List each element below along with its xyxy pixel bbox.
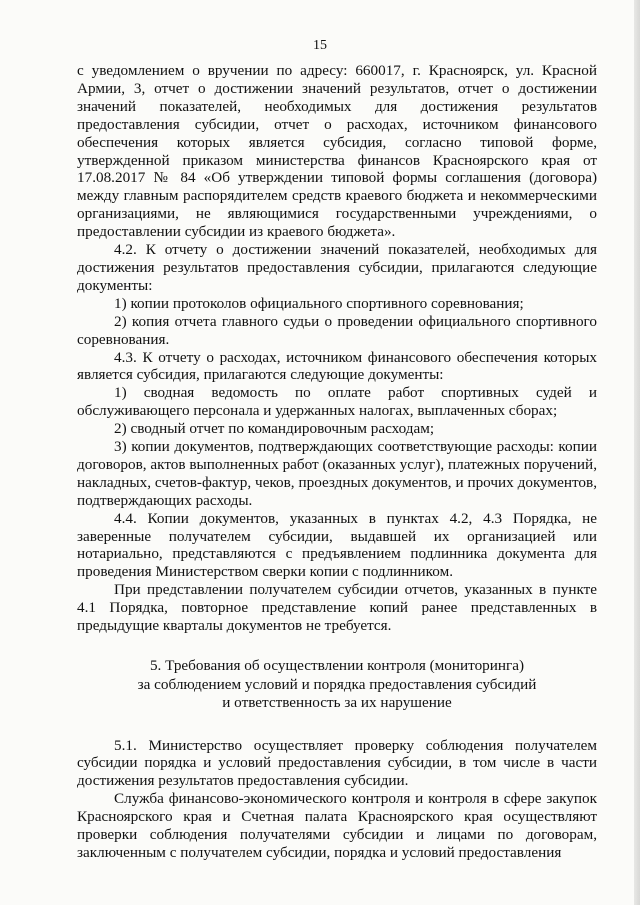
paragraph-4-2: 4.2. К отчету о достижении значений показателей, необходимых для достижения результатов предоставления субсидии, прилагаются следующие документы: (77, 241, 597, 294)
paragraph-4-4: 4.4. Копии документов, указанных в пунктах 4.2, 4.3 Порядка, не заверенные получателем субсидии, выдавшей их организацией или нотариально, представляются с предъявлением подлинника документа для проведения Министерством сверки копии с подлинником. (77, 509, 597, 581)
section-5-title-line-2: за соблюдением условий и порядка предоставления субсидий (137, 675, 537, 693)
paragraph-control-service: Служба финансово-экономического контроля и контроля в сфере закупок Красноярского края и Счетная палата Красноярского края осуществляют проверки соблюдения получателями субсидии и лицами по договорам, заключенным с получателем субсидии, порядка и условий предоставления (77, 790, 597, 861)
list-item-4-2-1: 1) копии протоколов официального спортивного соревнования; (114, 294, 524, 312)
list-item-4-2-2: 2) копия отчета главного судьи о проведении официального спортивного соревнования. (77, 312, 597, 348)
paragraph-5-1: 5.1. Министерство осуществляет проверку соблюдения получателем субсидии порядка и условий предоставления субсидии, в том числе в части достижения результатов предоставления субсидии. (77, 736, 597, 790)
paragraph-4-3: 4.3. К отчету о расходах, источником финансового обеспечения которых является субсидия, прилагаются следующие документы: (77, 348, 597, 384)
list-item-4-3-2: 2) сводный отчет по командировочным расходам; (114, 420, 435, 438)
section-5-title-line-1: 5. Требования об осуществлении контроля (мониторинга) (149, 657, 525, 674)
section-5-title-line-3: и ответственность за их нарушение (222, 694, 452, 711)
document-body (77, 62, 597, 862)
paragraph-repeat-copies: При представлении получателем субсидии отчетов, указанных в пункте 4.1 Порядка, повторное представление копий ранее представленных в предыдущие кварталы документов не требуется. (77, 581, 597, 635)
list-item-4-3-1: 1) сводная ведомость по оплате работ спортивных судей и обслуживающего персонала и удержанных налогах, выплаченных сборах; (77, 384, 597, 420)
page-number: 15 (313, 38, 327, 53)
page-edge-shadow (634, 0, 640, 905)
list-item-4-3-3: 3) копии документов, подтверждающих соответствующие расходы: копии договоров, актов выполненных работ (оказанных услуг), платежных поручений, накладных, счетов-фактур, чеков, проездных документов, и прочих документов, подтверждающих расходы. (77, 438, 597, 509)
paragraph-report-address: с уведомлением о вручении по адресу: 660017, г. Красноярск, ул. Красной Армии, 3, отчет о достижении значений результатов, отчет о достижении значений показателей, необходимых для достижения результатов предоставления субсидии, отчет о расходах, источником финансового обеспечения которых является субсидия, согласно типовой форме, утвержденной приказом министерства финансов Красноярского края от 17.08.2017 № 84 «Об утверждении типовой формы соглашения (договора) между главным распорядителем средств краевого бюджета и некоммерческими организациями, не являющимися государственными учреждениями, о предоставлении субсидии из краевого бюджета». (77, 62, 597, 241)
section-5-heading (77, 657, 597, 713)
